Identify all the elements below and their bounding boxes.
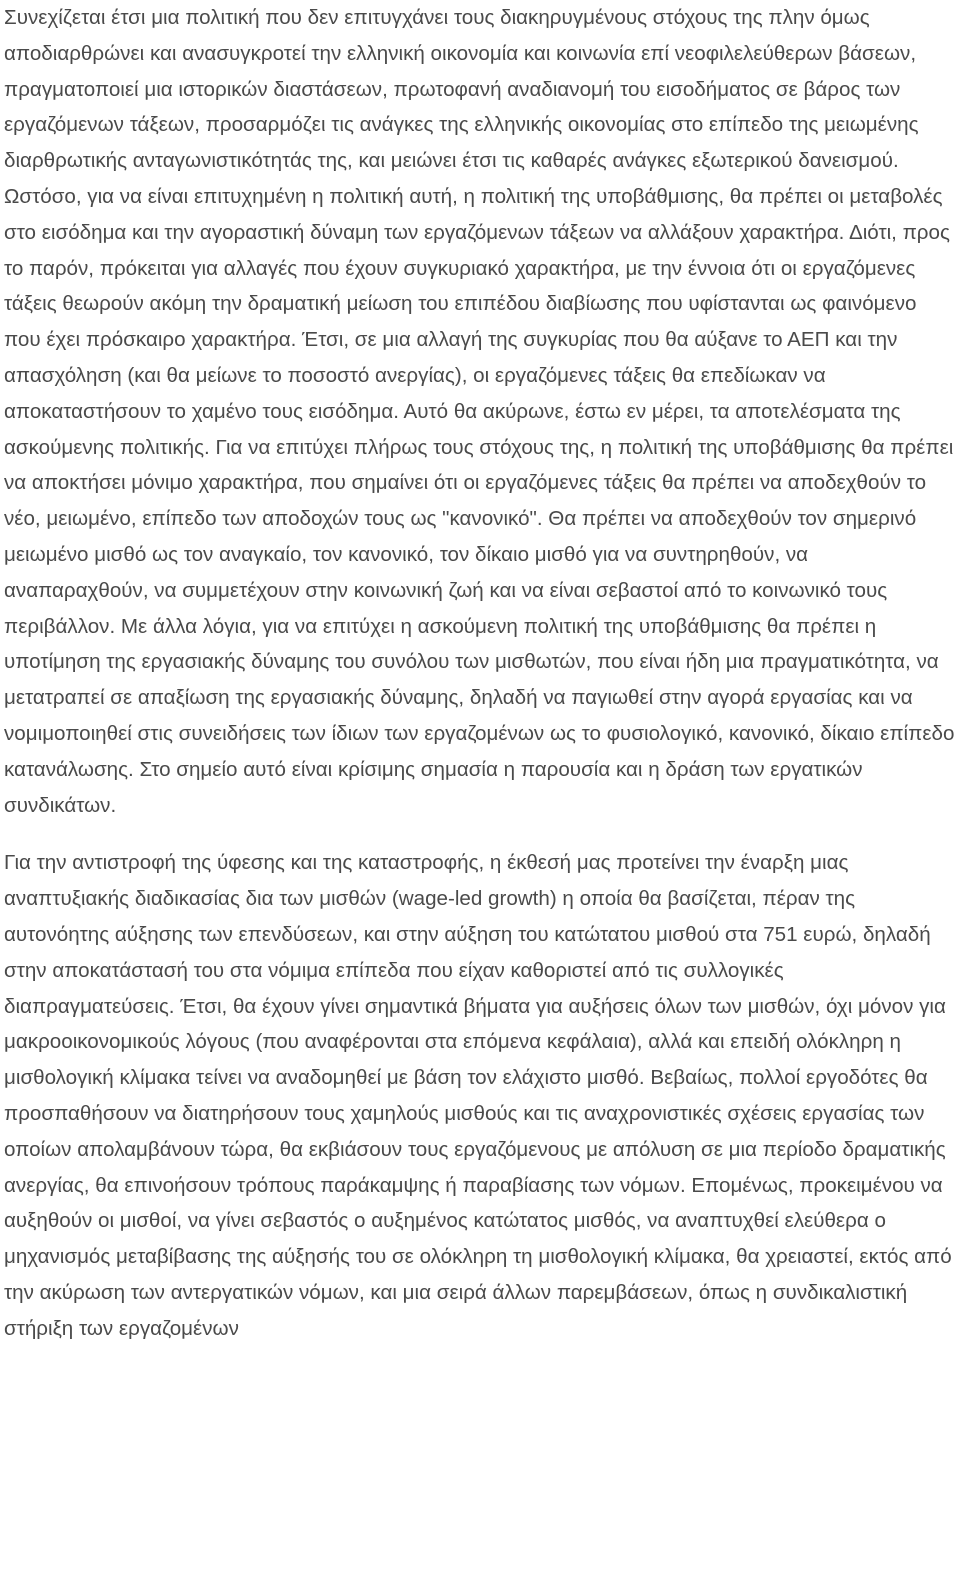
paragraph: Συνεχίζεται έτσι μια πολιτική που δεν επιτυγχάνει τους διακηρυγμένους στόχους της πλην όμως αποδιαρθρώνει και ανασυγκροτεί την ελληνική οικονομία και κοινωνία επί νεοφιλελεύθερων βάσεων, πραγματοποιεί μια ιστορικών διαστάσεων, πρωτοφανή αναδιανομή του εισοδήματος σε βάρος των εργαζόμενων τάξεων, προσαρμόζει τις ανάγκες της ελληνικής οικονομίας στο επίπεδο της μειωμένης διαρθρωτικής ανταγωνιστικότητάς της, και μειώνει έτσι τις καθαρές ανάγκες εξωτερικού δανεισμού. Ωστόσο, για να είναι επιτυχημένη η πολιτική αυτή, η πολιτική της υποβάθμισης, θα πρέπει οι μεταβολές στο εισόδημα και την αγοραστική δύναμη των εργαζόμενων τάξεων να αλλάξουν χαρακτήρα. Διότι, προς το παρόν, πρόκειται για αλλαγές που έχουν συγκυριακό χαρακτήρα, με την έννοια ότι οι εργαζόμενες τάξεις θεωρούν ακόμη την δραματική μείωση του επιπέδου διαβίωσης που υφίστανται ως φαινόμενο που έχει πρόσκαιρο χαρακτήρα. Έτσι, σε μια αλλαγή της συγκυρίας που θα αύξανε το ΑΕΠ και την απασχόληση (και θα μείωνε το ποσοστό ανεργίας), οι εργαζόμενες τάξεις θα επεδίωκαν να αποκαταστήσουν το χαμένο τους εισόδημα. Αυτό θα ακύρωνε, έστω εν μέρει, τα αποτελέσματα της ασκούμενης πολιτικής. Για να επιτύχει πλήρως τους στόχους της, η πολιτική της υποβάθμισης θα πρέπει να αποκτήσει μόνιμο χαρακτήρα, που σημαίνει ότι οι εργαζόμενες τάξεις θα πρέπει να αποδεχθούν το νέο, μειωμένο, επίπεδο των αποδοχών τους ως "κανονικό". Θα πρέπει να αποδεχθούν τον σημερινό μειωμένο μισθό ως τον αναγκαίο, τον κανονικό, τον δίκαιο μισθό για να συντηρηθούν, να αναπαραχθούν, να συμμετέχουν στην κοινωνική ζωή και να είναι σεβαστοί από το κοινωνικό τους περιβάλλον. Με άλλα λόγια, για να επιτύχει η ασκούμενη πολιτική της υποβάθμισης θα πρέπει η υποτίμηση της εργασιακής δύναμης του συνόλου των μισθωτών, που είναι ήδη μια πραγματικότητα, να μετατραπεί σε απαξίωση της εργασιακής δύναμης, δηλαδή να παγιωθεί στην αγορά εργασίας και να νομιμοποιηθεί στις συνειδήσεις των ίδιων των εργαζομένων ως το φυσιολογικό, κανονικό, δίκαιο επίπεδο κατανάλωσης. Στο σημείο αυτό είναι κρίσιμης σημασία η παρουσία και η δράση των εργατικών συνδικάτων.	[4, 6, 955, 817]
paragraph: Για την αντιστροφή της ύφεσης και της καταστροφής, η έκθεσή μας προτείνει την έναρξη μιας αναπτυξιακής διαδικασίας δια των μισθών (wage-led growth) η οποία θα βασίζεται, πέραν της αυτονόητης αύξησης των επενδύσεων, και στην αύξηση του κατώτατου μισθού στα 751 ευρώ, δηλαδή στην αποκατάστασή του στα νόμιμα επίπεδα που είχαν καθοριστεί από τις συλλογικές διαπραγματεύσεις. Έτσι, θα έχουν γίνει σημαντικά βήματα για αυξήσεις όλων των μισθών, όχι μόνον για μακροοικονομικούς λόγους (που αναφέρονται στα επόμενα κεφάλαια), αλλά και επειδή ολόκληρη η μισθολογική κλίμακα τείνει να αναδομηθεί με βάση τον ελάχιστο μισθό. Βεβαίως, πολλοί εργοδότες θα προσπαθήσουν να διατηρήσουν τους χαμηλούς μισθούς και τις αναχρονιστικές σχέσεις εργασίας των οποίων απολαμβάνουν τώρα, θα εκβιάσουν τους εργαζόμενους με απόλυση σε μια περίοδο δραματικής ανεργίας, θα επινοήσουν τρόπους παράκαμψης ή παραβίασης των νόμων. Επομένως, προκειμένου να αυξηθούν οι μισθοί, να γίνει σεβαστός ο αυξημένος κατώτατος μισθός, να αναπτυχθεί ελεύθερα ο μηχανισμός μεταβίβασης της αύξησής του σε ολόκληρη τη μισθολογική κλίμακα, θα χρειαστεί, εκτός από την ακύρωση των αντεργατικών νόμων, και μια σειρά άλλων παρεμβάσεων, όπως η συνδικαλιστική στήριξη των εργαζομένων	[4, 851, 952, 1340]
article-body	[4, 0, 956, 1346]
